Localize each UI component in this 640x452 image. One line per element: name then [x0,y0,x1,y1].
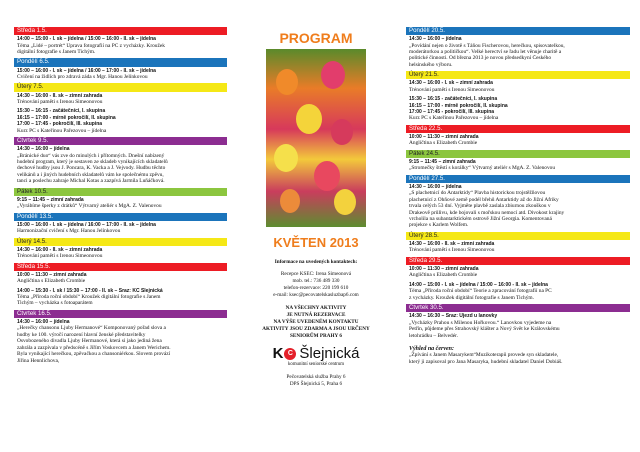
event-line: 14:30 – 16:00 - II. sk – zimní zahrada [17,92,103,99]
day-header: Pondělí 13.5. [14,213,227,221]
event-line: 10:00 – 11:30 – zimní zahrada [409,266,479,273]
event-line: Trénování paměti s Irenou Simeonovou [409,86,495,93]
event-block [14,35,227,57]
event-block [14,271,227,309]
event-line: digitální fotografie s Janem Tichým. [17,49,96,55]
day-header: Středa 15.5. [14,263,227,271]
event-line: Cvičení na židlích pro zdravá záda s Mgr. Hanou Jelínkovou [17,74,148,80]
event-line: 14:00 – 15:00 - I. sk – jídelna / 15:00 – 16:00 - II. sk – jídelna [17,36,156,43]
event-block [406,265,630,303]
event-line: 16:15 – 17:00 - mírně pokročilí, II. skupina [17,114,116,121]
event-line: 14:00 – 15:30 - I. sk / 15:30 – 17:00 - II. sk – Sraz: KC Šlejnická [17,287,163,294]
event-line: 15:00 – 16:00 - I. sk – jídelna / 16:00 – 17:00 - II. sk – jídelna [17,67,156,74]
event-line: „Bránické duo“ vás zve do minulých i přítomných. Dnešní nabízený [17,152,165,159]
event-line: Harmonizační cvičení s Mgr. Hanou Jelínkovou [17,228,121,235]
event-line: velikánů a i jiných hudebních skladatelů vám ke společnému zpěvu, [17,171,164,178]
event-block [14,246,227,262]
day-header: Středa 22.5. [406,125,630,133]
event-line: Téma „Lidé – portrét“ Úprava fotografií na PC z vycházky. Kroužek [17,42,165,49]
notice-line-3: NA VÝŠE UVEDENÉM KONTAKTU [273,319,359,325]
day-header: Pondělí 27.5. [406,175,630,183]
event-block [406,35,630,70]
phone: telefon-rezervace: 220 199 610 [283,285,349,291]
program-title: PROGRAM [279,30,353,46]
logo-k: K [272,345,284,362]
event-line: Drakeově průlivu, kde bojovali s mořskou nemocí atd. Divokost krajiny [409,209,565,216]
outlook-heading: Výhled na červen: [409,345,454,352]
event-line: 14:30 – 16:00 – jídelna [409,184,462,191]
day-header: Čtvrtek 30.5. [406,304,630,312]
event-line: Petřín, půjdeme přes Strahovský klášter a Nový Svět ke Královskému [409,326,560,333]
organization-line-1: Pečovatelská služba Prahy 6 [286,374,346,380]
event-line: trvala celých 53 dní. Vyjměte plavbě zaslala zbiurnou zkouškou v [409,203,551,210]
free-line-1: AKTIVITY JSOU ZDARMA A JSOU URČENY [262,326,370,332]
day-header: Pondělí 6.5. [14,58,227,66]
event-line: 15:30 – 16:15 - začátečníci, I. skupina [17,108,106,115]
event-line: „Vyrábíme šperky z drátků“ Výtvarný ateliér s MgA. Z. Valenovou [17,203,162,210]
day-header: Středa 29.5. [406,257,630,265]
event-line: Angličtina s Elizabeth Crombie [409,140,478,147]
event-line: „Herečky chansonu Ljuby Hermanové“ Komponovaný pořad slova a [17,325,166,332]
event-line: plachetnicí z Ohňové země podél břehů Antarktidy až do Jižní Afriky [409,196,559,203]
event-line: Trénování paměti s Irenou Simeonovou [17,99,103,105]
event-block [406,158,630,174]
event-line: hudby ke 100. výročí narození hlavní ženské představitelky [17,331,146,338]
event-line: 16:15 – 17:00 - mírně pokročilí, II. skupina [409,102,508,109]
event-line: helsinského výboru. [409,61,453,68]
day-header: Čtvrtek 9.5. [14,137,227,145]
mobile: mob. tel.: 736 489 330 [292,278,340,284]
event-line: Jiřina Hennlichova, [17,357,60,364]
free-line-2: SENIORŮM PRAHY 6 [290,333,342,339]
day-header: Pátek 24.5. [406,150,630,158]
email: e-mail: ksec@pecovatelskasluzbap6.com [273,292,359,298]
day-header: Středa 1.5. [14,27,227,35]
logo-c: C [284,348,296,360]
event-line: Kurz PC s Kateřinou Pařezovou – jídelna [17,127,107,134]
event-line: Téma „Příroda roční období“ Kroužek digitální fotografie s Janem [17,294,161,301]
event-line: vrcholila na subantarktickém ostrově Jižní Georgia. Komentovaná [409,216,552,223]
event-block [406,183,630,231]
event-block [14,196,227,212]
event-line: „Stromečky štěstí s korálky“ Výtvarný ateliér s MgA. Z. Valenovou [409,165,556,172]
logo-name: Šlejnická [299,345,360,362]
event-line: dechové hudby jsou J. Poncara, K. Vacka a J. Vejvody. Hudbu těchto [17,165,166,172]
event-block [406,133,630,149]
event-line: 17:00 – 17:45 - pokročilí, III. skupina [17,121,103,128]
event-line: Osvobozeného divadla Ljuby Hermanové, která si jako jediná žena [17,338,162,345]
event-line: „Povídání nejen o životě s Táňou Fischerovou, herečkou, spisovatelkou, [409,42,565,49]
event-line: 14:30 – 16:00 - II. sk – zimní zahrada [17,246,103,253]
event-block [406,79,630,123]
event-block [14,221,227,237]
day-header: Pátek 10.5. [14,188,227,196]
event-line: Angličtina s Elizabeth Crombie [409,272,478,279]
day-header: Úterý 7.5. [14,83,227,91]
notice-line-1: NA VŠECHNY AKTIVITY [285,305,347,311]
event-block [406,240,630,256]
event-line: 15:00 – 16:00 - I. sk – jídelna / 16:00 – 17:00 - II. sk – jídelna [17,221,156,228]
event-line: Angličtina s Elizabeth Crombie [17,278,86,285]
event-line: 15:30 – 16:15 - začátečníci, I. skupina [409,96,498,103]
event-line: zahrála a zazpívala v předscéně s Jiřím Voskovcem a Janem Werichem. [17,344,171,351]
event-line: 14:30 – 16:30 – Sraz: Újezd u lanovky [409,313,498,320]
event-line: Trénování paměti s Irenou Simeonovou [17,253,103,260]
outlook-line: „Zpívání s Janem Masarykem“Muzikoterapii provede syn skladatele, [409,352,559,359]
event-line: Téma „Příroda roční období“ Teorie a zpracování fotografií na PC [409,288,552,295]
event-line: 10:00 – 11:30 – zimní zahrada [17,271,87,278]
notice-line-2: JE NUTNÁ REZERVACE [286,312,346,318]
event-line: 14:30 – 16:00 - I. sk – zimní zahrada [409,80,493,87]
event-block [14,318,227,366]
day-header: Úterý 21.5. [406,71,630,79]
event-block [406,312,630,341]
tulips-photo [266,49,366,227]
outlook-line: který ji zapisoval pro Jana Masaryka, hudební skladatel Daniel Dobiáš. [409,358,563,365]
event-line: z vycházky. Kroužek digitální fotografie s Janem Tichým. [409,294,534,301]
month-title: KVĚTEN 2013 [273,235,359,250]
event-line: „S plachetnicí do Antarktidy“ Plavba historickou trojstěžňovou [409,190,546,197]
event-line: letohrádku – Belvedér. [409,332,458,339]
event-line: 9:15 – 11:45 – zimní zahrada [17,196,84,203]
event-block [14,67,227,83]
event-line: 14:30 – 16:00 - II. sk – zimní zahrada [409,241,495,248]
center-column [240,30,392,388]
event-line: tanci a poslechu zahraje Michal Kotas a zazpívá Jarmila Luňáčková. [17,178,165,185]
day-header: Pondělí 20.5. [406,27,630,35]
event-line: Tichým – vycházka s fotoaparátem [17,300,93,307]
event-line: 9:15 – 11:45 – zimní zahrada [409,159,476,166]
event-line: Kurz PC s Kateřinou Pařezovou – jídelna [409,115,499,122]
event-line: projekce s Karlem Wolfem. [409,222,469,229]
day-header: Úterý 14.5. [14,238,227,246]
event-line: politické činnosti. Od března 2013 je novou předsedkyní Českého [409,55,552,62]
left-column [14,26,227,366]
event-line: „Vycházky Prahou s Milenou Hořkovou.“ Lanovkou vyjedeme na [409,319,552,326]
day-header: Čtvrtek 16.5. [14,310,227,318]
event-block [14,92,227,136]
kc-logo [240,346,392,362]
event-line: 14:30 – 16:00 – jídelna [17,319,70,326]
event-line: hudební program, který je sestaven ze skladeb vynikajících skladatelů [17,159,168,166]
organization-line-2: DPS Šlejnická 5, Praha 6 [289,381,343,387]
contact-person: Recepce KSEC: Irena Simeonová [280,271,352,277]
logo-subtitle: komunitní seniorské centrum [288,362,344,367]
event-line: moderátorkou a političkou“. Velké herectví se řadu let věnuje charitě a [409,49,562,55]
right-column [406,26,630,365]
event-line: 10:00 – 11:30 – zimní zahrada [409,134,479,141]
event-line: 14:30 – 16:00 – jídelna [409,36,462,43]
info-heading: Informace na uvedených kontaktech: [274,259,358,265]
event-line: 17:00 – 17:45 - pokročilí, III. skupina [409,109,495,116]
event-line: Byla vynikající herečkou, zpěvačkou a chansoniérkou. Slovem provází [17,351,171,358]
event-line: 14:30 – 16:00 – jídelna [17,146,70,153]
event-block [14,145,227,186]
event-line: 14:00 – 15:00 - I. sk – jídelna / 15:00 – 16:00 - II. sk – jídelna [409,281,548,288]
event-line: Trénování paměti s Irenou Simeonovou [409,247,495,254]
day-header: Úterý 28.5. [406,232,630,240]
